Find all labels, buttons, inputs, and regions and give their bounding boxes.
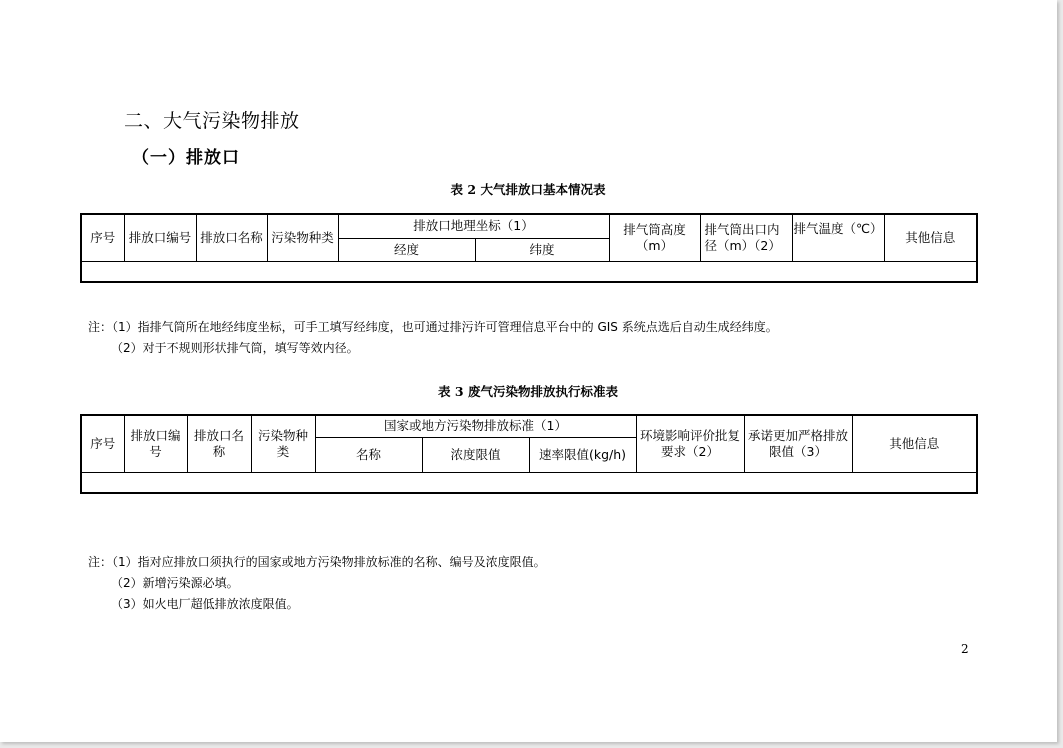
note-line: （2）新增污染源必填。 — [111, 576, 239, 590]
empty-data-cell — [81, 261, 977, 282]
header-geo-coord: 排放口地理坐标（1） — [338, 214, 609, 238]
header-outlet-name: 排放口名称 — [196, 214, 267, 261]
emission-standard-table — [80, 414, 978, 494]
header-standard-name: 名称 — [315, 437, 422, 472]
header-other-info: 其他信息 — [852, 415, 977, 472]
header-longitude: 经度 — [338, 238, 475, 261]
note-line: （2）对于不规则形状排气筒，填写等效内径。 — [111, 341, 359, 355]
header-standard: 国家或地方污染物排放标准（1） — [315, 415, 636, 437]
empty-data-cell — [81, 472, 977, 493]
header-pollutant-type: 污染物种类 — [267, 214, 338, 261]
header-seq: 序号 — [81, 415, 124, 472]
header-seq: 序号 — [81, 214, 124, 261]
header-stack-diameter: 排气筒出口内径（m）（2） — [700, 214, 792, 261]
table-row — [81, 261, 977, 282]
header-latitude: 纬度 — [475, 238, 609, 261]
header-stricter-limit: 承诺更加严格排放限值（3） — [744, 415, 852, 472]
table2-caption: 表 2 大气排放口基本情况表 — [450, 182, 606, 197]
header-conc-limit: 浓度限值 — [422, 437, 529, 472]
header-outlet-code: 排放口编号 — [124, 415, 187, 472]
section-title: 二、大气污染物排放 — [124, 110, 300, 132]
header-other-info: 其他信息 — [884, 214, 977, 261]
header-pollutant-type: 污染物种类 — [251, 415, 315, 472]
header-outlet-name: 排放口名称 — [187, 415, 251, 472]
header-stack-height: 排气筒高度（m） — [609, 214, 700, 261]
table-row — [81, 472, 977, 493]
subsection-title: （一）排放口 — [132, 148, 240, 168]
note-line: （3）如火电厂超低排放浓度限值。 — [111, 597, 299, 611]
outlet-basic-info-table — [80, 213, 978, 283]
table3-caption: 表 3 废气污染物排放执行标准表 — [438, 384, 618, 399]
page-number: 2 — [961, 642, 969, 656]
note-line: 注：（1）指排气筒所在地经纬度坐标，可手工填写经纬度，也可通过排污许可管理信息平台中的 GIS 系统点选后自动生成经纬度。 — [88, 320, 778, 334]
header-outlet-code: 排放口编号 — [124, 214, 196, 261]
header-exhaust-temp: 排气温度（℃） — [792, 214, 884, 261]
header-rate-limit: 速率限值(kg/h) — [529, 437, 636, 472]
note-line: 注：（1）指对应排放口须执行的国家或地方污染物排放标准的名称、编号及浓度限值。 — [88, 555, 546, 569]
header-eia-requirement: 环境影响评价批复要求（2） — [636, 415, 744, 472]
